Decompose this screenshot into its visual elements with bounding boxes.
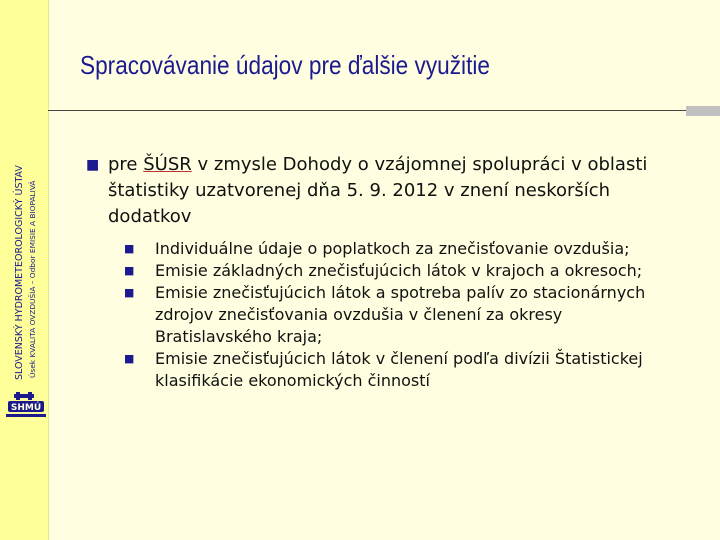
logo-text: SHMÚ bbox=[10, 403, 42, 413]
susr-abbreviation: ŠÚSR bbox=[143, 154, 192, 175]
square-bullet-icon: ■ bbox=[124, 242, 135, 255]
list-item-text: Emisie znečisťujúcich látok a spotreba palív zo stacionárnych zdrojov znečisťovania ovzdušia v členení za okresy Bratislavského kraja; bbox=[155, 283, 646, 346]
list-item-text: Individuálne údaje o poplatkoch za znečisťovanie ovzdušia; bbox=[155, 239, 630, 258]
page-title: Spracovávanie údajov pre ďalšie využitie bbox=[80, 50, 490, 80]
main-bullet-prefix: pre bbox=[108, 154, 144, 175]
square-bullet-icon: ■ bbox=[86, 157, 100, 173]
square-bullet-icon: ■ bbox=[124, 286, 135, 299]
list-item bbox=[124, 260, 684, 282]
list-item bbox=[124, 238, 684, 260]
title-divider bbox=[48, 106, 720, 116]
list-item-text: Emisie základných znečisťujúcich látok v krajoch a okresoch; bbox=[155, 261, 643, 280]
department-name: Úsek KVALITA OVZDUŠIA – Odbor EMISIE A BIOPALIVÁ bbox=[28, 180, 37, 378]
list-item bbox=[124, 348, 684, 392]
main-bullet-text: v zmysle Dohody o vzájomnej spolupráci v oblasti štatistiky uzatvorenej dňa 5. 9. 2012 v znení neskorších dodatkov bbox=[108, 154, 648, 227]
institute-name: SLOVENSKÝ HYDROMETEOROLOGICKÝ ÚSTAV bbox=[14, 165, 25, 380]
list-item bbox=[124, 282, 684, 348]
list-item-text: Emisie znečisťujúcich látok v členení podľa divízii Štatistickej klasifikácie ekonomických činností bbox=[155, 349, 643, 390]
sub-bullet-list bbox=[124, 238, 684, 392]
main-bullet bbox=[86, 152, 686, 230]
shmu-logo bbox=[4, 392, 48, 422]
square-bullet-icon: ■ bbox=[124, 352, 135, 365]
square-bullet-icon: ■ bbox=[124, 264, 135, 277]
